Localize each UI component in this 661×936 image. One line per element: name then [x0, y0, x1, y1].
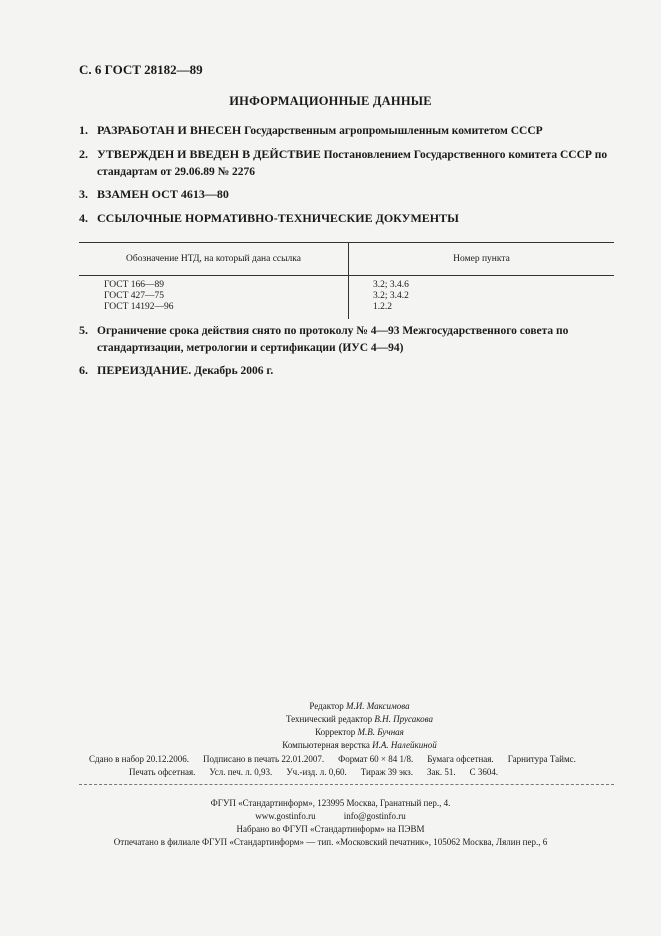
column-header-designation: Обозначение НТД, на который дана ссылка	[79, 243, 349, 276]
item-heading: ПЕРЕИЗДАНИЕ.	[97, 363, 192, 377]
info-item-1	[79, 122, 619, 139]
item-number: 6.	[79, 363, 88, 377]
table-cell-designation: ГОСТ 166—89	[79, 276, 349, 292]
item-number: 2.	[79, 147, 88, 161]
pub-field: Подписано в печать 22.01.2007.	[203, 754, 325, 764]
table-cell-clause: 1.2.2	[373, 302, 392, 312]
table-row	[79, 302, 614, 319]
credit-name: В.Н. Прусакова	[374, 714, 434, 724]
credit-line	[58, 700, 661, 713]
pub-field: Печать офсетная.	[129, 767, 196, 777]
editorial-credits	[0, 700, 661, 752]
website-text: www.gostinfo.ru	[255, 811, 316, 821]
printing-note: Отпечатано в филиале ФГУП «Стандартинформ» — тип. «Московский печатник», 105062 Москва, Лялин пер., 6	[113, 837, 548, 847]
table-cell-designation: ГОСТ 427—75	[79, 291, 349, 302]
credit-name: М.И. Максимова	[346, 701, 410, 711]
item-heading: ССЫЛОЧНЫЕ НОРМАТИВНО-ТЕХНИЧЕСКИЕ ДОКУМЕНТЫ	[97, 211, 459, 225]
item-heading: РАЗРАБОТАН И ВНЕСЕН	[97, 123, 242, 137]
page-header: С. 6 ГОСТ 28182—89	[79, 62, 203, 77]
item-heading: ВЗАМЕН ОСТ 4613—80	[97, 187, 229, 201]
info-item-5	[79, 322, 619, 356]
item-heading: УТВЕРЖДЕН И ВВЕДЕН В ДЕЙСТВИЕ	[97, 147, 321, 161]
typeset-note: Набрано во ФГУП «Стандартинформ» на ПЭВМ	[236, 824, 425, 834]
credit-line	[58, 713, 661, 726]
publication-details	[89, 753, 590, 779]
publisher-footer	[0, 797, 661, 849]
divider	[79, 784, 614, 785]
credit-line	[58, 739, 661, 752]
table-cell-designation: ГОСТ 14192—96	[79, 302, 349, 319]
pub-field: Гарнитура Таймс.	[507, 754, 576, 764]
table-row	[79, 276, 614, 292]
table-header-row	[79, 243, 614, 276]
pub-field: С 3604.	[469, 767, 499, 777]
credit-role: Редактор	[309, 701, 344, 711]
item-text: Ограничение срока действия снято по протоколу № 4—93 Межгосударственного совета по стандартизации, метрологии и сертификации (ИУС 4—94)	[97, 325, 569, 354]
publication-line-2	[89, 766, 590, 779]
publisher-contacts	[0, 810, 661, 823]
credit-role: Корректор	[315, 727, 356, 737]
pub-field: Сдано в набор 20.12.2006.	[89, 754, 190, 764]
info-item-4	[79, 210, 619, 227]
credit-name: М.В. Бучная	[357, 727, 404, 737]
publication-line-1	[89, 753, 590, 766]
pub-field: Бумага офсетная.	[427, 754, 494, 764]
pub-field: Формат 60 × 84 1/8.	[338, 754, 414, 764]
info-item-6	[79, 362, 619, 379]
item-text: Государственным агропромышленным комитетом СССР	[241, 125, 543, 137]
item-number: 5.	[79, 323, 88, 337]
item-text: Декабрь 2006 г.	[191, 365, 274, 377]
credit-role: Технический редактор	[285, 714, 373, 724]
credit-name: И.А. Налейкиной	[372, 740, 437, 750]
publisher-address: ФГУП «Стандартинформ», 123995 Москва, Гранатный пер., 4.	[210, 798, 451, 808]
pub-field: Зак. 51.	[426, 767, 456, 777]
table-row	[79, 291, 614, 302]
info-item-2	[79, 146, 619, 180]
info-item-3	[79, 186, 619, 203]
column-header-clause: Номер пункта	[349, 243, 615, 276]
ntd-reference-table	[79, 242, 614, 319]
item-number: 3.	[79, 187, 88, 201]
credit-role: Компьютерная верстка	[282, 740, 370, 750]
pub-field: Уч.-изд. л. 0,60.	[286, 767, 347, 777]
credit-line	[58, 726, 661, 739]
item-number: 1.	[79, 123, 88, 137]
pub-field: Тираж 39 экз.	[360, 767, 413, 777]
table-cell-clause: 3.2; 3.4.2	[373, 291, 409, 301]
table-cell-clause: 3.2; 3.4.6	[373, 280, 409, 290]
email-text: info@gostinfo.ru	[343, 811, 406, 821]
section-title: ИНФОРМАЦИОННЫЕ ДАННЫЕ	[229, 94, 432, 108]
pub-field: Усл. печ. л. 0,93.	[209, 767, 273, 777]
item-number: 4.	[79, 211, 88, 225]
item-text: Постановлением Государственного комитета СССР по стандартам от 29.06.89 № 2276	[97, 149, 608, 178]
